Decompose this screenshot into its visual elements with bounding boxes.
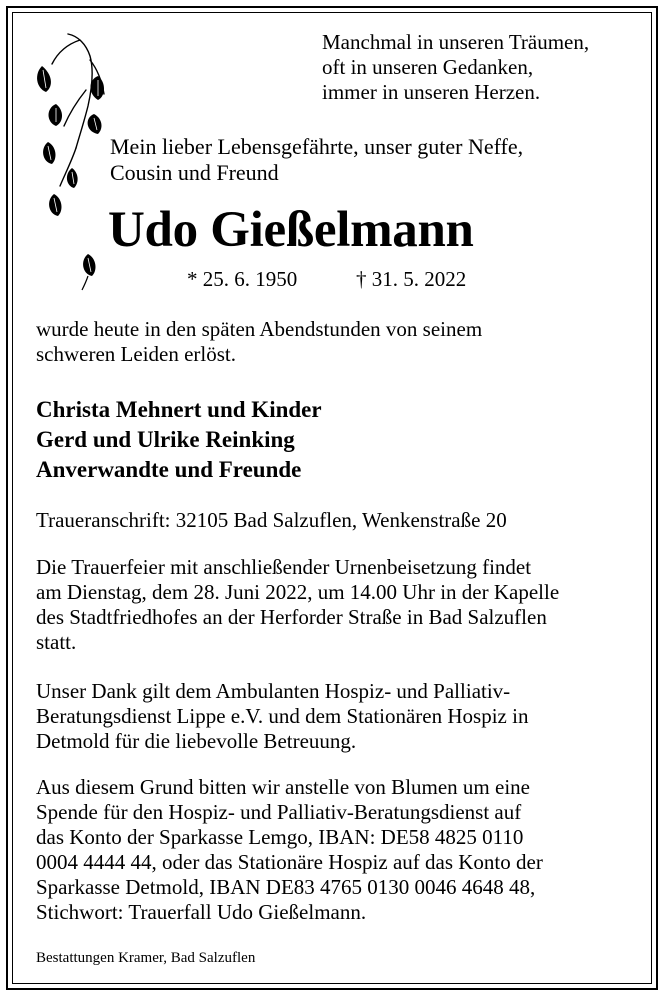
donation-line: Stichwort: Trauerfall Udo Gießelmann. (36, 900, 367, 924)
poem-verse (322, 30, 589, 105)
poem-line: immer in unseren Herzen. (322, 80, 541, 104)
thanks-line: Beratungsdienst Lippe e.V. und dem Stationären Hospiz in (36, 704, 529, 728)
donation-line: Spende für den Hospiz- und Palliativ-Beratungsdienst auf (36, 800, 522, 824)
birth-date: * 25. 6. 1950 (187, 267, 298, 291)
donation-text (36, 775, 543, 925)
funeral-line: des Stadtfriedhofes an der Herforder Straße in Bad Salzuflen (36, 605, 547, 629)
thanks-line: Unser Dank gilt dem Ambulanten Hospiz- und Palliativ- (36, 679, 511, 703)
intro-text (110, 134, 523, 186)
funeral-line: statt. (36, 630, 77, 654)
donation-line: Aus diesem Grund bitten wir anstelle von Blumen um eine (36, 775, 530, 799)
mourner-entry: Christa Mehnert und Kinder (36, 397, 322, 422)
thanks-line: Detmold für die liebevolle Betreuung. (36, 729, 357, 753)
donation-line: Sparkasse Detmold, IBAN DE83 4765 0130 0046 4648 48, (36, 875, 536, 899)
funeral-info (36, 555, 559, 655)
poem-line: Manchmal in unseren Träumen, (322, 30, 590, 54)
poem-line: oft in unseren Gedanken, (322, 55, 534, 79)
donation-line: das Konto der Sparkasse Lemgo, IBAN: DE58 4825 0110 (36, 825, 524, 849)
leaf-branch-icon (28, 30, 120, 294)
funeral-line: am Dienstag, dem 28. Juni 2022, um 14.00 Uhr in der Kapelle (36, 580, 560, 604)
release-line: wurde heute in den späten Abendstunden von seinem (36, 317, 483, 341)
death-date: † 31. 5. 2022 (356, 267, 467, 291)
mourners-list (36, 395, 322, 485)
release-text (36, 317, 482, 367)
mourning-address: Traueranschrift: 32105 Bad Salzuflen, Wenkenstraße 20 (36, 508, 507, 532)
donation-line: 0004 4444 44, oder das Stationäre Hospiz auf das Konto der (36, 850, 543, 874)
funeral-line: Die Trauerfeier mit anschließender Urnenbeisetzung findet (36, 555, 532, 579)
intro-line: Cousin und Freund (110, 160, 279, 185)
intro-line: Mein lieber Lebensgefährte, unser guter Neffe, (110, 134, 524, 159)
funeral-home: Bestattungen Kramer, Bad Salzuflen (36, 950, 256, 966)
release-line: schweren Leiden erlöst. (36, 342, 237, 366)
thanks-text (36, 679, 528, 754)
mourner-entry: Anverwandte und Freunde (36, 457, 302, 482)
mourner-entry: Gerd und Ulrike Reinking (36, 427, 295, 452)
deceased-name: Udo Gießelmann (108, 202, 474, 258)
